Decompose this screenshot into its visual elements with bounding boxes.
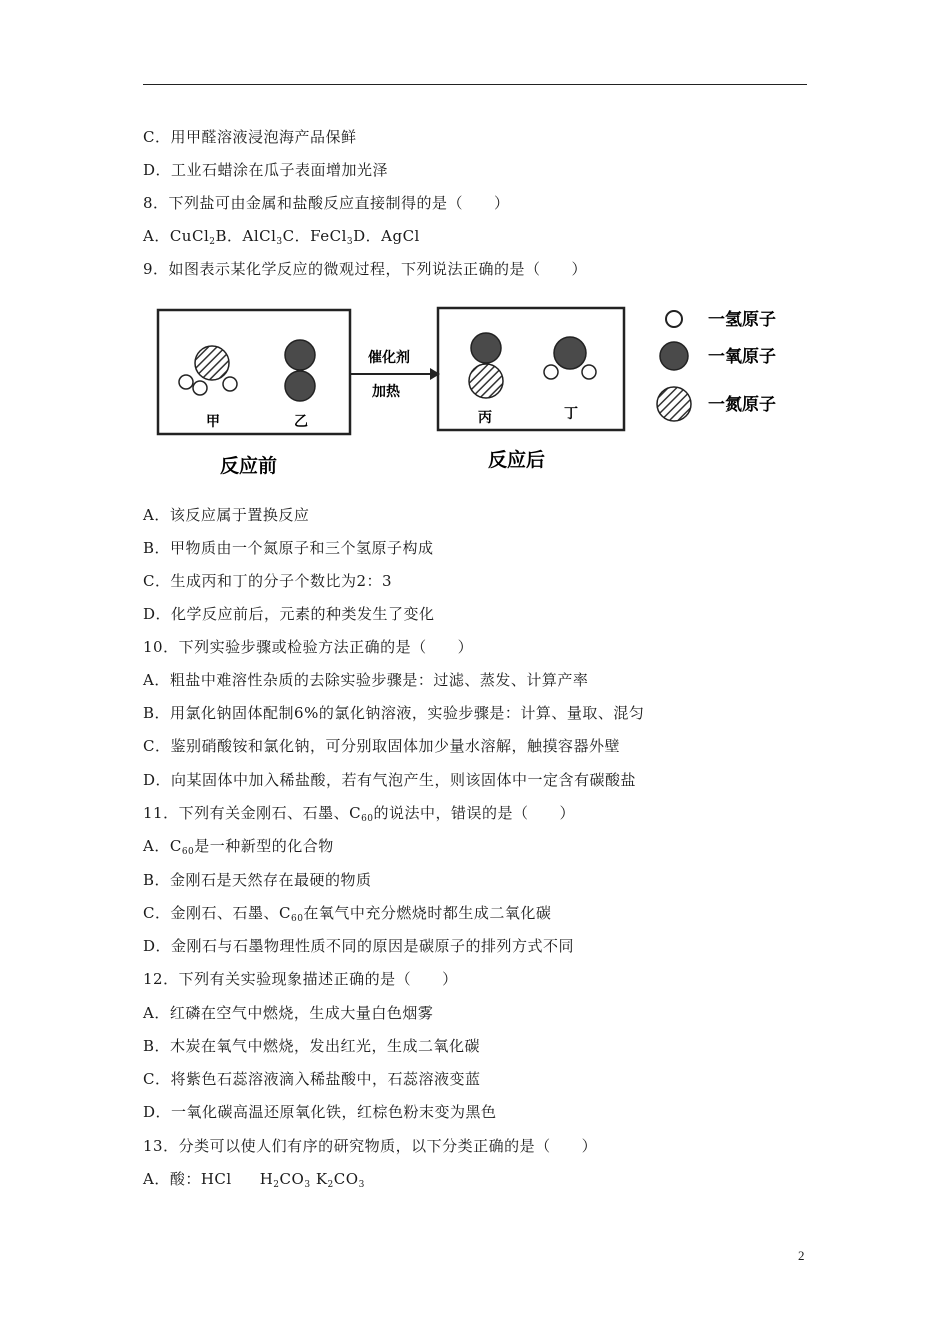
legend-hydrogen: 一氢原子 [708,310,776,330]
oxygen-atom [285,371,315,401]
option-12c: C．将紫色石蕊溶液滴入稀盐酸中，石蕊溶液变蓝 [143,1070,481,1088]
hydrogen-atom [179,375,193,389]
caption-before: 反应前 [220,455,278,477]
header-rule [143,84,807,85]
catalyst-label: 催化剂 [368,350,410,366]
reaction-svg [148,296,808,486]
option-10b: B．用氯化钠固体配制6%的氯化钠溶液，实验步骤是：计算、量取、混匀 [143,704,645,722]
option-12b: B．木炭在氧气中燃烧，发出红光，生成二氧化碳 [143,1037,481,1055]
hydrogen-atom-icon [666,311,682,327]
question-8: 8．下列盐可由金属和盐酸反应直接制得的是（ ） [143,194,510,212]
label-ding: 丁 [564,406,578,422]
hydrogen-atom [193,381,207,395]
question-11: 11．下列有关金刚石、石墨、$C_{60}$的说法中，错误的是（ ） [143,804,576,824]
molecule-bing [469,333,503,398]
option-10c: C．鉴别硝酸铵和氯化钠，可分别取固体加少量水溶解，触摸容器外壁 [143,737,620,755]
oxygen-atom [285,340,315,370]
option-11d: D．金刚石与石墨物理性质不同的原因是碳原子的排列方式不同 [143,937,575,955]
question-9: 9．如图表示某化学反应的微观过程，下列说法正确的是（ ） [143,260,588,278]
label-bing: 丙 [478,410,492,426]
option-7d: D．工业石蜡涂在瓜子表面增加光泽 [143,161,389,179]
question-10: 10．下列实验步骤或检验方法正确的是（ ） [143,638,474,656]
label-jia: 甲 [206,414,220,430]
option-12d: D．一氧化碳高温还原氧化铁，红棕色粉末变为黑色 [143,1103,497,1121]
heating-label: 加热 [372,384,400,400]
nitrogen-atom-icon [657,387,691,421]
option-11a: A．$C_{60}$是一种新型的化合物 [143,837,334,857]
option-7c: C．用甲醛溶液浸泡海产品保鲜 [143,128,357,146]
reaction-diagram [148,296,808,486]
option-9b: B．甲物质由一个氮原子和三个氢原子构成 [143,539,434,557]
page-number: 2 [798,1248,805,1263]
option-9a: A．该反应属于置换反应 [143,506,310,524]
question-13: 13．分类可以使人们有序的研究物质，以下分类正确的是（ ） [143,1137,598,1155]
molecule-yi [285,340,315,401]
molecule-ding [544,337,596,379]
option-10d: D．向某固体中加入稀盐酸，若有气泡产生，则该固体中一定含有碳酸盐 [143,771,637,789]
option-9d: D．化学反应前后，元素的种类发生了变化 [143,605,435,623]
hydrogen-atom [582,365,596,379]
question-8-options: A．CuCl$_2$B．AlCl$_3$C．FeCl$_3$D．AgCl [143,227,420,247]
caption-after: 反应后 [488,449,546,471]
option-11b: B．金刚石是天然存在最硬的物质 [143,871,372,889]
option-12a: A．红磷在空气中燃烧，生成大量白色烟雾 [143,1004,434,1022]
oxygen-atom-icon [660,342,688,370]
option-9c: C．生成丙和丁的分子个数比为2：3 [143,572,393,590]
legend-oxygen: 一氧原子 [708,347,776,367]
molecule-jia [179,346,237,395]
option-11c: C．金刚石、石墨、$C_{60}$在氧气中充分燃烧时都生成二氧化碳 [143,904,552,924]
question-12: 12．下列有关实验现象描述正确的是（ ） [143,970,458,988]
nitrogen-atom [195,346,229,380]
oxygen-atom [554,337,586,369]
nitrogen-atom [469,364,503,398]
option-10a: A．粗盐中难溶性杂质的去除实验步骤是：过滤、蒸发、计算产率 [143,671,589,689]
label-yi: 乙 [294,414,308,430]
before-box [158,310,350,434]
option-13a: A．酸：HCl $H_2CO_3$ $K_2CO_3$ [143,1170,365,1190]
legend-nitrogen: 一氮原子 [708,395,776,415]
hydrogen-atom [223,377,237,391]
hydrogen-atom [544,365,558,379]
oxygen-atom [471,333,501,363]
